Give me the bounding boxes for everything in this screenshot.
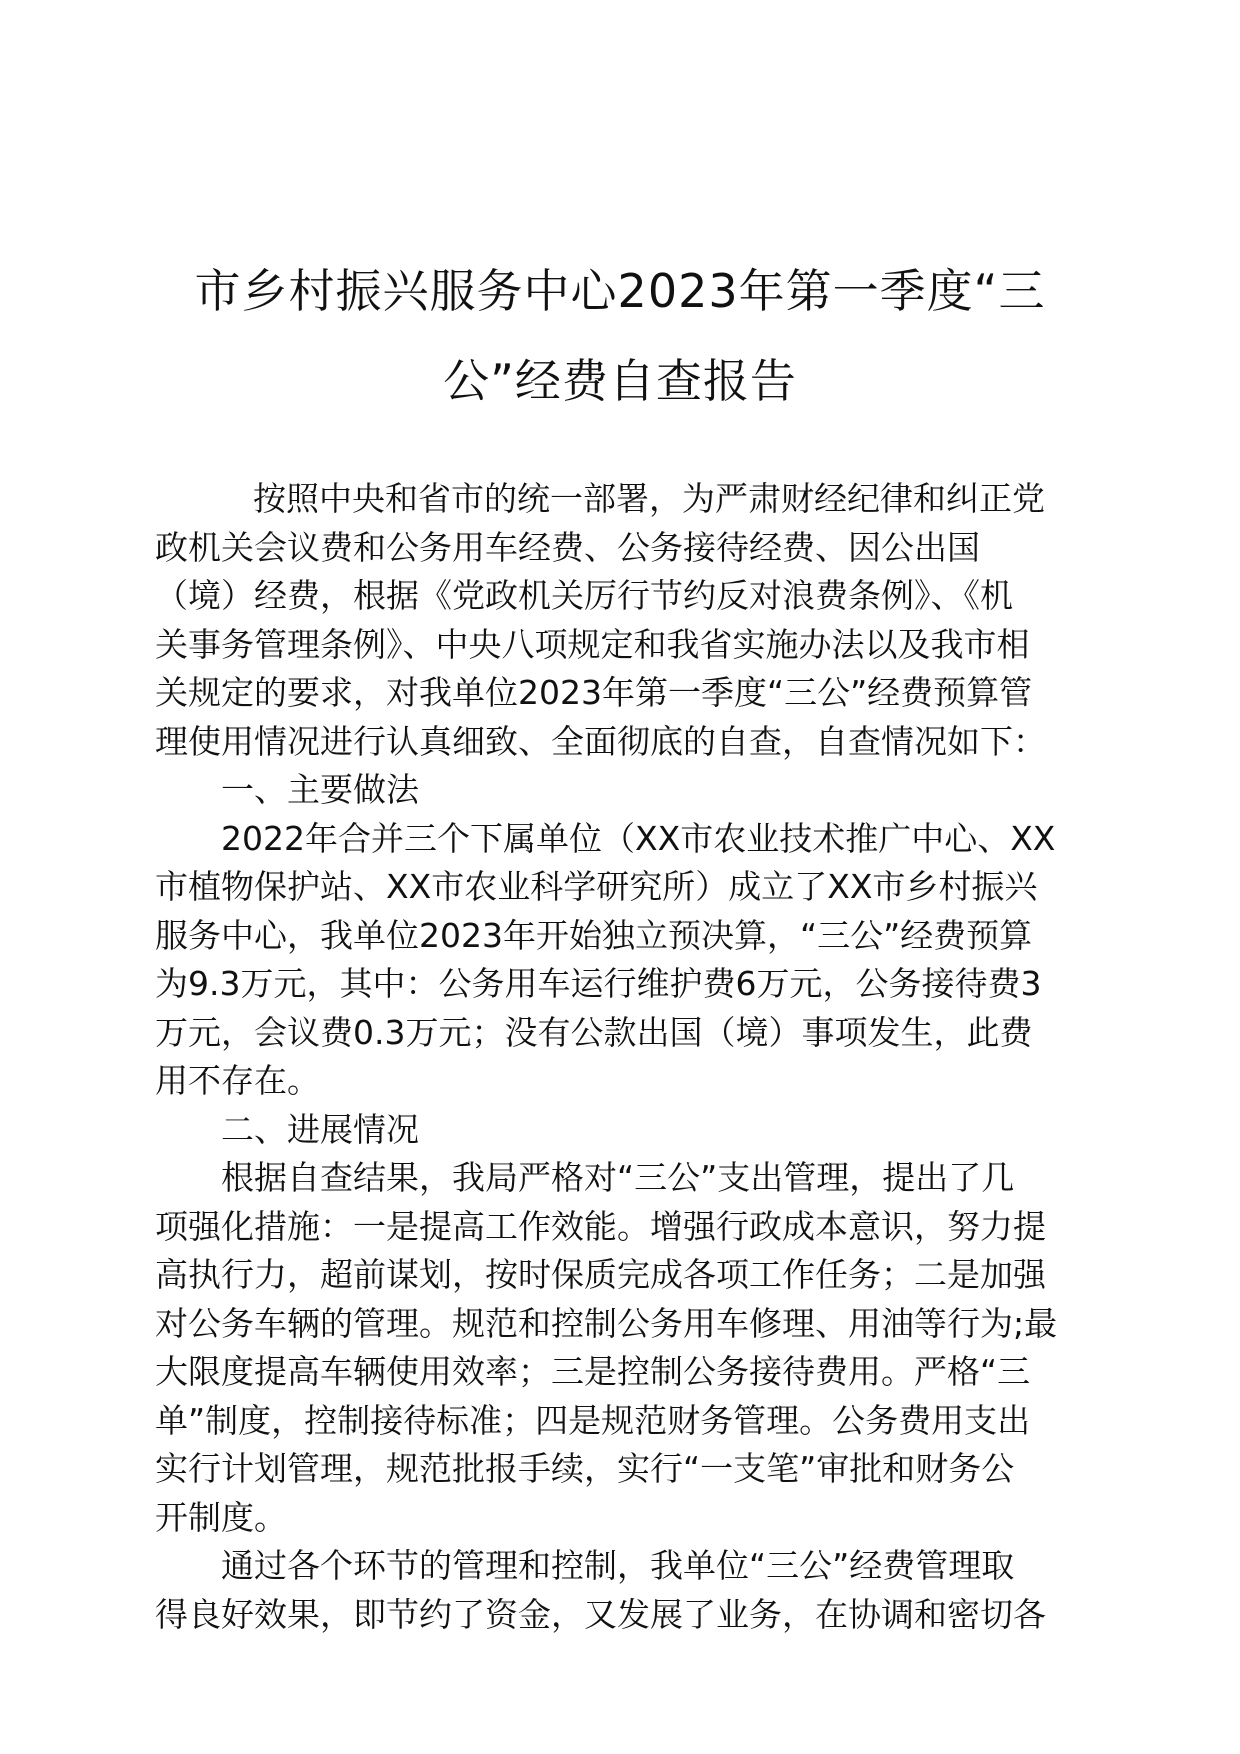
paragraph-line: 市植物保护站、XX市农业科学研究所）成立了XX市乡村振兴: [155, 867, 1038, 906]
paragraph-line: （境）经费，根据《党政机关厉行节约反对浪费条例》、《机: [155, 576, 1013, 615]
paragraph-line: 按照中央和省市的统一部署，为严肃财经纪律和纠正党: [253, 479, 1045, 518]
document-title-line-1: 市乡村振兴服务中心2023年第一季度“三: [194, 264, 1046, 318]
paragraph-line: 关事务管理条例》、中央八项规定和我省实施办法以及我市相: [155, 624, 1030, 664]
paragraph-line: 关规定的要求，对我单位2023年第一季度“三公”经费预算管: [155, 673, 1033, 712]
paragraph-line: 服务中心，我单位2023年开始独立预决算，“三公”经费预算: [155, 915, 1033, 955]
paragraph-line: 大限度提高车辆使用效率；三是控制公务接待费用。严格“三: [155, 1352, 1031, 1391]
paragraph-line: 万元，会议费0.3万元；没有公款出国（境）事项发生，此费: [155, 1012, 1033, 1052]
paragraph-line: 用不存在。: [155, 1061, 320, 1100]
paragraph-line: 对公务车辆的管理。规范和控制公务用车修理、用油等行为;最: [155, 1303, 1058, 1343]
paragraph-line: 根据自查结果，我局严格对“三公”支出管理，提出了几: [221, 1158, 1015, 1197]
paragraph-line: 项强化措施：一是提高工作效能。增强行政成本意识，努力提: [155, 1206, 1046, 1246]
section-heading: 二、进展情况: [221, 1109, 419, 1149]
paragraph-line: 开制度。: [155, 1497, 287, 1537]
document-body: [155, 475, 1085, 1639]
paragraph-line: 实行计划管理，规范批报手续，实行“一支笔”审批和财务公: [155, 1449, 1015, 1488]
paragraph-line: 通过各个环节的管理和控制，我单位“三公”经费管理取: [221, 1546, 1015, 1585]
paragraph-line: 得良好效果，即节约了资金，又发展了业务，在协调和密切各: [155, 1594, 1046, 1634]
paragraph-line: 单”制度，控制接待标准；四是规范财务管理。公务费用支出: [155, 1400, 1031, 1440]
document-title-line-2: 公”经费自查报告: [443, 354, 797, 408]
section-heading: 一、主要做法: [221, 770, 419, 809]
paragraph-line: 2022年合并三个下属单位（XX市农业技术推广中心、XX: [221, 818, 1056, 858]
paragraph-line: 政机关会议费和公务用车经费、公务接待经费、因公出国: [155, 527, 980, 567]
paragraph-line: 理使用情况进行认真细致、全面彻底的自查，自查情况如下：: [155, 721, 1046, 761]
paragraph-line: 为9.3万元，其中：公务用车运行维护费6万元，公务接待费3: [155, 964, 1042, 1003]
paragraph-line: 高执行力，超前谋划，按时保质完成各项工作任务；二是加强: [155, 1255, 1046, 1294]
